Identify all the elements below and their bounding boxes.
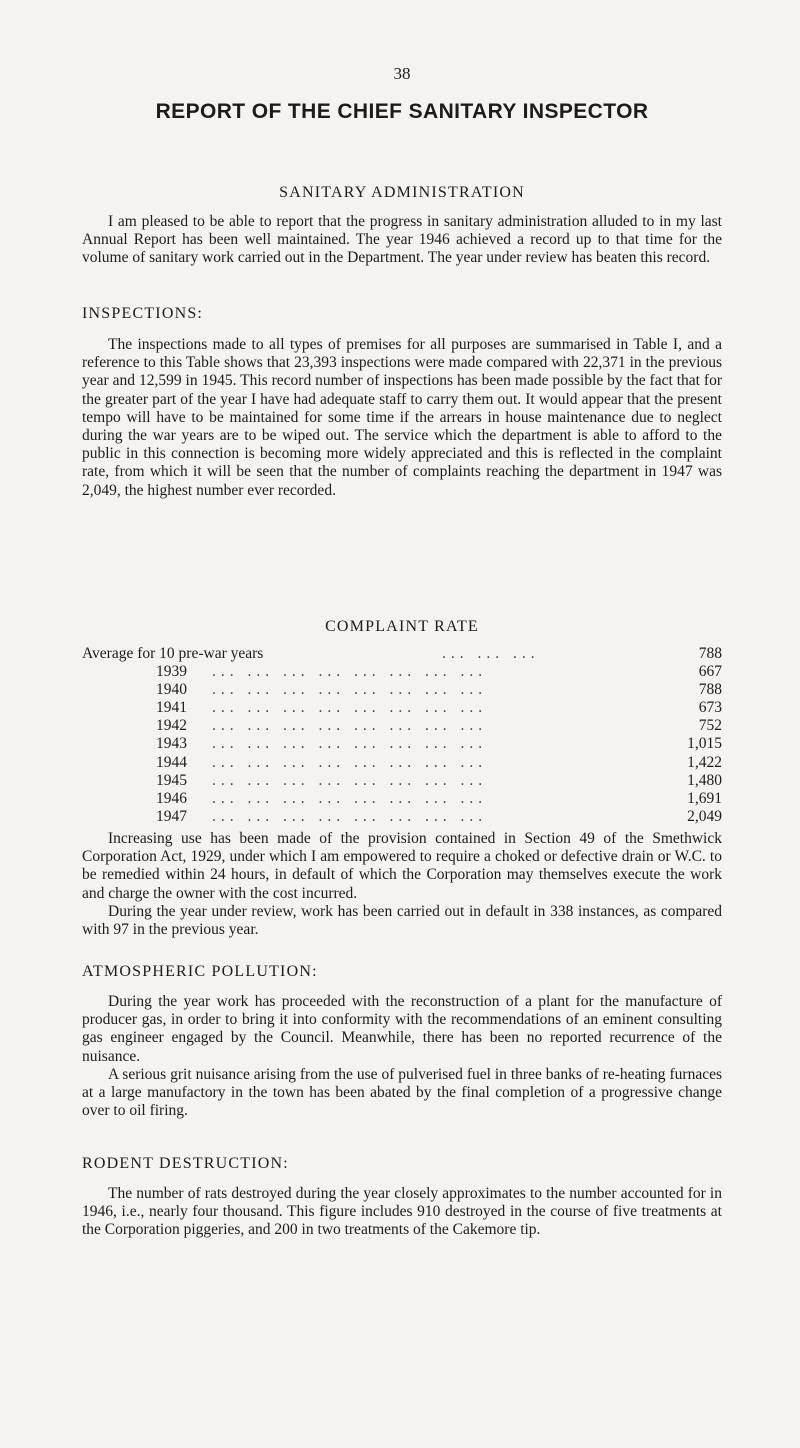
leader-dots: ... ... ... [442, 645, 540, 662]
row-label: 1941 [156, 699, 187, 717]
sanitary-administration-heading: SANITARY ADMINISTRATION [279, 184, 525, 201]
leader-dots: ... ... ... ... ... ... ... ... [212, 771, 488, 789]
row-label: 1945 [156, 771, 187, 789]
page-number: 38 [393, 64, 411, 83]
table-row [82, 645, 722, 663]
rodent-destruction-heading: RODENT DESTRUCTION: [82, 1155, 289, 1172]
row-label: 1943 [156, 735, 187, 753]
row-value: 673 [698, 699, 722, 717]
table-row [82, 772, 722, 790]
row-label: 1940 [156, 681, 187, 699]
leader-dots: ... ... ... ... ... ... ... ... [212, 789, 488, 807]
row-value: 2,049 [687, 807, 722, 825]
section-49-paragraph: Increasing use has been made of the provision contained in Section 49 of the Smethwick Corporation Act, 1929, under which I am empowered to require a choked or defective drain or W.C. to be remedied within 24 hours, in default of which the Corporation may themselves execute the work and charge the owner with the cost incurred. [82, 830, 722, 902]
table-row [82, 735, 722, 753]
row-label: 1947 [156, 807, 187, 825]
inspections-heading: INSPECTIONS: [82, 305, 204, 322]
table-row [82, 663, 722, 681]
table-row [82, 790, 722, 808]
row-label: 1944 [156, 753, 187, 771]
table-row [82, 681, 722, 699]
row-label: 1946 [156, 789, 187, 807]
rodent-destruction-paragraph: The number of rats destroyed during the year closely approximates to the number accounted for in 1946, i.e., nearly four thousand. This figure includes 910 destroyed in the course of five treatments at the Corporation piggeries, and 200 in two treatments of the Cakemore tip. [82, 1185, 722, 1239]
row-value: 788 [698, 645, 722, 662]
complaint-rate-table [82, 645, 722, 826]
leader-dots: ... ... ... ... ... ... ... ... [212, 753, 488, 771]
table-row [82, 699, 722, 717]
leader-dots: ... ... ... ... ... ... ... ... [212, 663, 488, 681]
table-row [82, 808, 722, 826]
row-value: 667 [698, 663, 722, 681]
inspections-paragraph: The inspections made to all types of premises for all purposes are summarised in Table I, and a reference to this Table shows that 23,393 inspections were made compared with 22,371 in the previous year and 12,599 in 1945. This record number of inspections has been made possible by the fact that for the greater part of the year I have had adequate staff to carry them out. It would appear that the present tempo will have to be maintained for some time if the arrears in house maintenance due to neglect during the war years are to be wiped out. The service which the department is able to afford to the public in this connection is becoming more widely appreciated and this is reflected in the complaint rate, from which it will be seen that the number of complaints reaching the department in 1947 was 2,049, the highest number ever recorded. [82, 336, 722, 499]
producer-gas-paragraph: During the year work has proceeded with the reconstruction of a plant for the manufacture of producer gas, in order to bring it into conformity with the recommendations of an eminent consulting gas engineer engaged by the Council. Meanwhile, there has been no reported recurrence of the nuisance. [82, 993, 722, 1065]
default-work-paragraph: During the year under review, work has been carried out in default in 338 instances, as compared with 97 in the previous year. [82, 903, 722, 939]
row-label: 1942 [156, 717, 187, 735]
leader-dots: ... ... ... ... ... ... ... ... [212, 699, 488, 717]
row-value: 1,015 [687, 735, 722, 753]
row-label: Average for 10 pre-war years [82, 645, 264, 662]
complaint-rate-heading: COMPLAINT RATE [325, 618, 479, 635]
row-value: 1,422 [687, 753, 722, 771]
sanitary-administration-paragraph: I am pleased to be able to report that the progress in sanitary administration alluded to in my last Annual Report has been well maintained. The year 1946 achieved a record up to that time for the volume of sanitary work carried out in the Department. The year under review has beaten this record. [82, 213, 722, 267]
row-value: 788 [698, 681, 722, 699]
leader-dots: ... ... ... ... ... ... ... ... [212, 717, 488, 735]
row-label: 1939 [156, 663, 187, 681]
leader-dots: ... ... ... ... ... ... ... ... [212, 735, 488, 753]
row-value: 1,480 [687, 771, 722, 789]
report-title: REPORT OF THE CHIEF SANITARY INSPECTOR [155, 100, 649, 123]
table-row [82, 754, 722, 772]
table-row [82, 717, 722, 735]
grit-nuisance-paragraph: A serious grit nuisance arising from the use of pulverised fuel in three banks of re-heating furnaces at a large manufactory in the town has been abated by the final completion of a progressive change over to oil firing. [82, 1066, 722, 1120]
leader-dots: ... ... ... ... ... ... ... ... [212, 681, 488, 699]
leader-dots: ... ... ... ... ... ... ... ... [212, 807, 488, 825]
row-value: 752 [698, 717, 722, 735]
atmospheric-pollution-heading: ATMOSPHERIC POLLUTION: [82, 963, 318, 980]
row-value: 1,691 [687, 789, 722, 807]
